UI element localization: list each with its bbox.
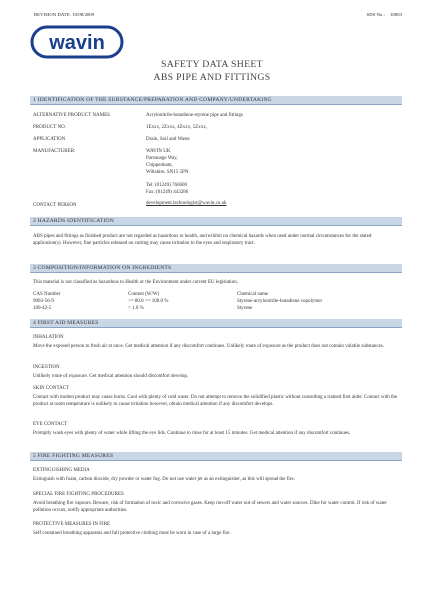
table-cell: >= 80.0 <= 100.0 % <box>128 299 169 304</box>
extinguishing-media-text: Extinguish with foam, carbon dioxide, dry powder or water fog. Do not use water jet as an extinguisher, as this will spread the fire. <box>33 477 295 482</box>
special-procedures-label: SPECIAL FIRE FIGHTING PROCEDURES <box>33 492 124 497</box>
section-2-header <box>30 217 402 226</box>
inhalation-label: INHALATION <box>33 335 64 340</box>
table-cell: Styrene <box>237 306 253 311</box>
table-cell: Styrene-acrylonitrile-butadiene copolymer <box>237 299 323 304</box>
skin-contact-label: SKIN CONTACT <box>33 386 70 391</box>
section-5-title: 5 FIRE FIGHTING MEASURES <box>33 452 114 459</box>
extinguishing-media-label: EXTINGUISHING MEDIA <box>33 468 90 473</box>
section-3-header <box>30 264 402 273</box>
ingestion-text: Unlikely route of exposure. Get medical attention should discomfort develop. <box>33 374 189 379</box>
application-value: Drain, Soil and Waste <box>146 137 190 142</box>
manufacturer-line-3: Chippenham, <box>146 163 173 168</box>
manufacturer-line-1: WAVIN UK <box>146 149 171 154</box>
section-4-title: 4 FIRST AID MEASURES <box>33 319 99 326</box>
product-no-value: 1Exxx, 2Zxxx, 4Zxxx, 5Zxxx, <box>146 125 207 130</box>
protective-measures-text: Self contained breathing apparatus and full protective clothing must be worn in case of a large fire. <box>33 531 231 536</box>
ingestion-label: INGESTION <box>33 365 60 370</box>
eye-contact-text: Promptly wash eyes with plenty of water while lifting the eye lids. Continue to rinse for at least 15 minutes. Get medical attention if any discomfort continues. <box>33 431 351 436</box>
manufacturer-line-4: Wiltshire, SN15 5PN <box>146 170 189 175</box>
sds-number <box>367 12 402 17</box>
col-header-content: Content (W/W) <box>128 292 160 297</box>
section-1-title: 1 IDENTIFICATION OF THE SUBSTANCE/PREPARATION AND COMPANY/UNDERTAKING <box>33 96 272 103</box>
section-1-header <box>30 96 402 105</box>
revision-date: REVISION DATE: 10/08/2009 <box>34 12 95 17</box>
table-cell: 100-42-5 <box>33 306 52 311</box>
alt-names-value: Acrylonitrile-butadiene-styrene pipe and fittings <box>146 113 243 118</box>
contact-label: CONTACT PERSON <box>33 203 77 208</box>
section-3-title: 3 COMPOSITION/INFORMATION ON INGREDIENTS <box>33 264 172 271</box>
hazards-text: ABS pipes and fittings as finished product are not regarded as hazardous to health, and exhibit no chemical hazards when used under normal circumstances for the stated application(s). However, fine particles released on cutting may cause irritation to the eyes and respiratory tract. <box>33 234 372 246</box>
document-subtitle: ABS PIPE AND FITTINGS <box>153 72 271 83</box>
manufacturer-tel: Tel: (01249) 766600 <box>146 183 188 188</box>
composition-intro: This material is not classified as hazardous to Health or the Environment under current EU legislation. <box>33 280 238 285</box>
protective-measures-label: PROTECTIVE MEASURES IN FIRE <box>33 522 111 527</box>
section-4-header <box>30 319 402 328</box>
application-label: APPLICATION <box>33 137 66 142</box>
manufacturer-fax: Fax: (01249) 443286 <box>146 190 189 195</box>
wavin-logo <box>30 25 124 59</box>
col-header-cas: CAS Number <box>33 292 61 297</box>
manufacturer-label: MANUFACTURER: <box>33 149 76 154</box>
manufacturer-line-2: Parsonage Way, <box>146 156 178 161</box>
table-cell: < 1.0 % <box>128 306 144 311</box>
skin-contact-text: Contact with molten product may cause burns. Cool with plenty of cold water. Do not attempt to remove the solidified plastic without consulting a trained first aider. Contact with the product at room temperature is unlikely to cause irritation however, obtain medical attention if any discomfort develops. <box>33 395 398 407</box>
eye-contact-label: EYE CONTACT <box>33 422 68 427</box>
contact-email-link[interactable]: development.technologist@wavin.co.uk <box>146 201 227 206</box>
product-no-label: PRODUCT NO. <box>33 125 66 130</box>
alt-names-label: ALTERNATIVE PRODUCT NAMES <box>33 113 110 118</box>
sds-label: SDS No.: <box>366 12 386 17</box>
document-title: SAFETY DATA SHEET <box>161 59 263 70</box>
special-procedures-text: Avoid breathing fire vapours. Beware, risk of formation of toxic and corrosive gases. Keep run-off water out of sewers and water sources. Dike for water control. If risk of water pollution occurs, notify appropriate authorities. <box>33 501 387 513</box>
logo-text: wavin <box>49 32 105 54</box>
col-header-chemical: Chemical name <box>237 292 269 297</box>
section-2-title: 2 HAZARDS IDENTIFICATION <box>33 217 114 224</box>
section-5-header <box>30 452 402 461</box>
table-cell: 9003-56-9 <box>33 299 54 304</box>
sds-value: 10803 <box>390 12 402 17</box>
inhalation-text: Move the exposed person to fresh air at once. Get medical attention if any discomfort continues. Unlikely route of exposure as the product does not contain volatile substances. <box>33 344 385 349</box>
